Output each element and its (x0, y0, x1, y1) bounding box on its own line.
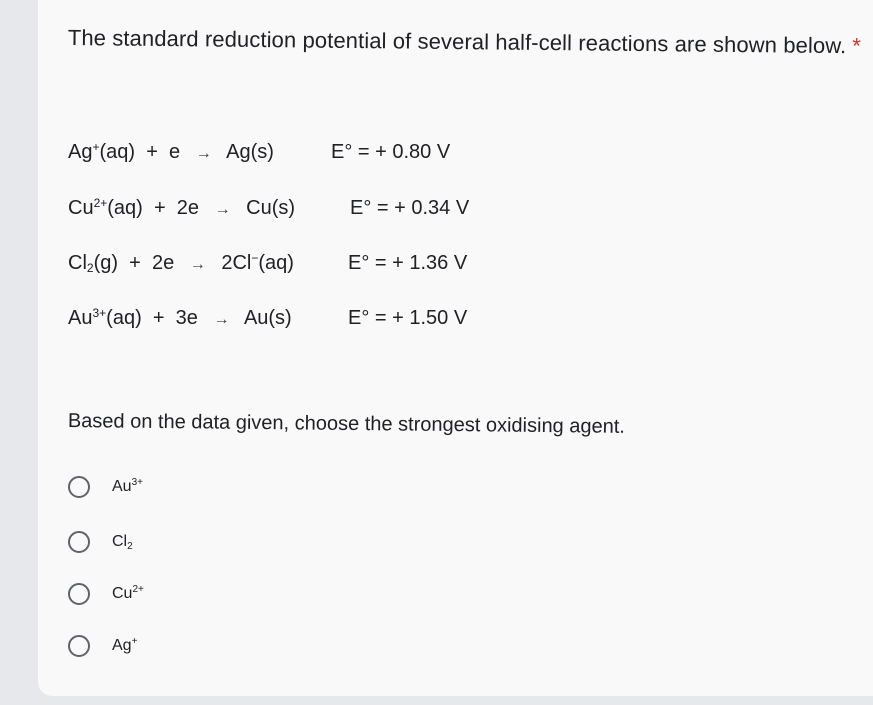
reactant-state: (aq) (107, 197, 143, 219)
reaction-row-cu (68, 196, 470, 220)
reactant-species: Au (68, 307, 93, 329)
electrons: 2e (176, 197, 200, 219)
reaction-arrow: → (195, 145, 212, 162)
radio-button[interactable] (68, 635, 90, 657)
standard-potential: E° = + 1.50 V (348, 307, 468, 329)
reactant-state: (aq) (106, 307, 142, 329)
reaction-row-ag (68, 140, 451, 164)
option-label[interactable]: $Au^{3+}$ (112, 477, 143, 495)
reactant-species: Cl (68, 252, 87, 274)
product: Cu(s) (246, 197, 296, 219)
option-cu2plus[interactable] (68, 580, 144, 608)
question-card (38, 0, 873, 696)
radio-button[interactable] (68, 531, 90, 553)
radio-button[interactable] (68, 476, 90, 498)
reaction-row-au (68, 306, 468, 330)
radio-button[interactable] (68, 583, 90, 605)
reactant-species: Cu (68, 197, 94, 219)
standard-potential: E° = + 1.36 V (348, 252, 468, 274)
plus-sign: + (152, 307, 165, 329)
reactant-charge: 2+ (93, 196, 108, 210)
option-agplus[interactable] (68, 632, 137, 660)
product: Au(s) (243, 307, 292, 329)
electrons: 2e (151, 252, 175, 274)
product-prefix: 2Cl (221, 252, 252, 274)
plus-sign: + (129, 252, 141, 274)
electrons: e (169, 141, 181, 163)
product-state: (aq) (258, 252, 294, 274)
question-prompt: Based on the data given, choose the strongest oxidising agent. (67, 410, 626, 438)
option-label[interactable]: $Cl_2$ (112, 533, 133, 552)
reaction-row-cl (68, 251, 468, 275)
option-cl2[interactable] (68, 528, 133, 556)
required-asterisk: * (852, 33, 862, 59)
standard-potential: E° = + 0.34 V (350, 197, 470, 219)
reaction-arrow: → (189, 256, 206, 273)
plus-sign: + (153, 197, 166, 219)
product-charge: − (251, 251, 259, 265)
option-label[interactable]: Ag+ (112, 636, 138, 654)
question-title-text: The standard reduction potential of several half-cell reactions are shown below. (67, 25, 847, 59)
reactant-charge: + (92, 140, 100, 154)
option-au3plus[interactable] (68, 473, 143, 501)
electrons: 3e (175, 307, 198, 329)
reaction-arrow: → (214, 201, 231, 218)
reactant-state: (aq) (99, 141, 136, 163)
reactant-species: Ag (68, 141, 93, 163)
reactant-state: (g) (93, 252, 119, 274)
product: Ag(s) (226, 141, 274, 163)
plus-sign: + (146, 141, 158, 163)
reaction-arrow: → (213, 311, 230, 328)
standard-potential: E° = + 0.80 V (331, 141, 451, 163)
reactant-charge: 3+ (92, 306, 107, 320)
option-label[interactable]: $Cu^{2+}$ (112, 584, 144, 602)
reactant-subscript: 2 (86, 261, 94, 275)
